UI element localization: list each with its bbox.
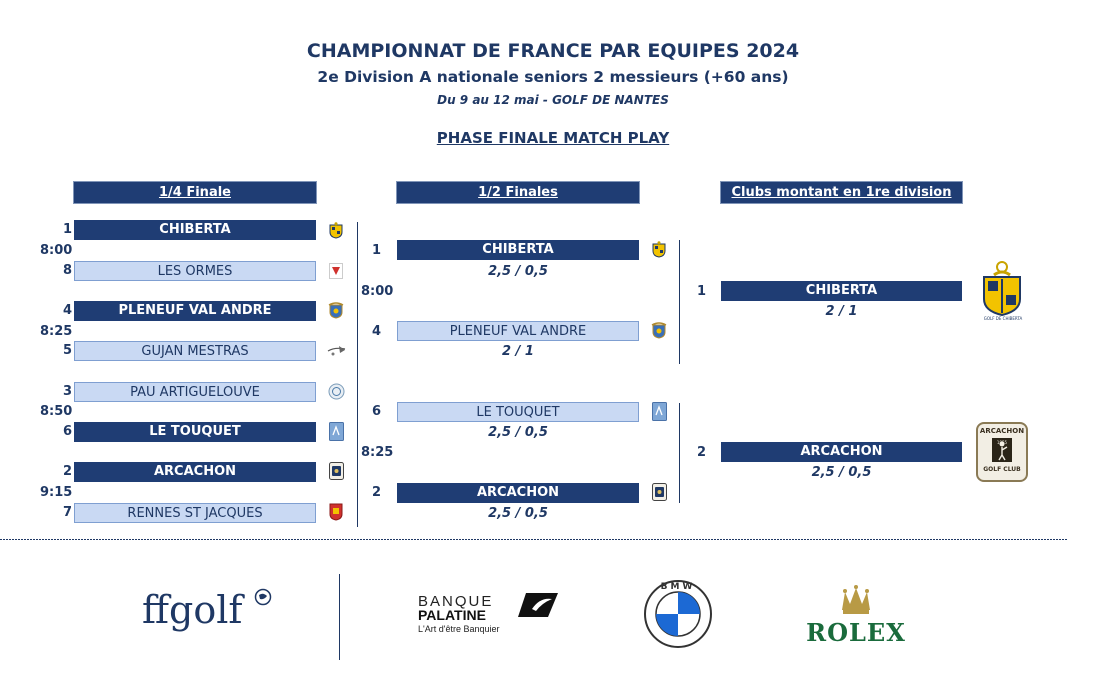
pau-artiguelouve-logo-icon bbox=[328, 383, 345, 404]
tee-time: 8:50 bbox=[40, 404, 73, 419]
team-cell: CHIBERTA bbox=[721, 281, 962, 301]
gujan-mestras-logo-icon bbox=[327, 343, 347, 363]
palatine-flag-icon bbox=[518, 591, 560, 623]
tee-time: 8:25 bbox=[361, 445, 394, 460]
banque-palatine-logo bbox=[418, 593, 499, 634]
seed-number: 6 bbox=[371, 404, 381, 419]
tee-time: 8:00 bbox=[361, 284, 394, 299]
team-cell: LE TOUQUET bbox=[74, 422, 316, 442]
match-score: 2,5 / 0,5 bbox=[811, 465, 872, 480]
column-header-promoted: Clubs montant en 1re division bbox=[721, 182, 962, 203]
page-title: CHAMPIONNAT DE FRANCE PAR EQUIPES 2024 bbox=[306, 40, 800, 62]
arcachon-logo-year: 1955 bbox=[996, 440, 1008, 445]
team-cell: CHIBERTA bbox=[74, 220, 316, 240]
seed-number: 5 bbox=[62, 343, 72, 358]
banque-tagline: L'Art d'être Banquier bbox=[418, 624, 500, 634]
ffgolf-emblem-icon bbox=[254, 588, 272, 610]
ffgolf-logo bbox=[142, 588, 242, 632]
tee-time: 8:25 bbox=[40, 324, 73, 339]
match-score: 2,5 / 0,5 bbox=[488, 425, 548, 440]
match-score: 2 / 1 bbox=[502, 344, 534, 359]
team-cell: LE TOUQUET bbox=[397, 402, 639, 422]
rennes-logo-icon bbox=[329, 503, 343, 525]
chiberta-crest-icon bbox=[652, 241, 666, 262]
pleneuf-logo-icon bbox=[651, 321, 667, 343]
bmw-logo bbox=[643, 579, 713, 653]
arcachon-logo-top: ARCACHON bbox=[979, 427, 1025, 435]
arcachon-logo-icon bbox=[329, 462, 344, 484]
team-cell: PLENEUF VAL ANDRE bbox=[397, 321, 639, 341]
bracket-line bbox=[679, 403, 680, 503]
le-touquet-logo-icon bbox=[329, 422, 344, 445]
footer-divider bbox=[0, 539, 1068, 540]
team-cell: ARCACHON bbox=[721, 442, 962, 462]
team-cell: RENNES ST JACQUES bbox=[74, 503, 316, 523]
pleneuf-logo-icon bbox=[328, 301, 344, 323]
team-cell: ARCACHON bbox=[74, 462, 316, 482]
arcachon-large-logo bbox=[976, 422, 1028, 482]
seed-number: 2 bbox=[62, 464, 72, 479]
arcachon-logo-bottom: GOLF CLUB bbox=[983, 466, 1021, 473]
seed-number: 3 bbox=[62, 384, 72, 399]
bracket-line bbox=[357, 222, 358, 527]
seed-number: 1 bbox=[371, 243, 381, 258]
phase-title: PHASE FINALE MATCH PLAY bbox=[436, 129, 670, 147]
bmw-text: BMW bbox=[660, 582, 696, 592]
match-score: 2,5 / 0,5 bbox=[488, 506, 548, 521]
column-header-quarter: 1/4 Finale bbox=[74, 182, 316, 203]
seed-number: 1 bbox=[62, 222, 72, 237]
arcachon-logo-icon bbox=[652, 483, 667, 505]
column-header-semi: 1/2 Finales bbox=[397, 182, 639, 203]
team-cell: PAU ARTIGUELOUVE bbox=[74, 382, 316, 402]
chiberta-crest-icon bbox=[329, 222, 343, 243]
page-subtitle: 2e Division A nationale seniors 2 messieurs (+60 ans) bbox=[317, 68, 789, 86]
team-cell: CHIBERTA bbox=[397, 240, 639, 260]
match-score: 2 / 1 bbox=[825, 304, 858, 319]
seed-number: 7 bbox=[62, 505, 72, 520]
tee-time: 8:00 bbox=[40, 243, 73, 258]
rolex-crown-icon bbox=[839, 584, 873, 620]
team-cell: PLENEUF VAL ANDRE bbox=[74, 301, 316, 321]
sponsor-separator bbox=[339, 574, 340, 660]
seed-number: 2 bbox=[696, 445, 706, 460]
banque-line2: PALATINE bbox=[418, 607, 486, 623]
seed-number: 2 bbox=[371, 485, 381, 500]
ffgolf-wordmark: ffgolf bbox=[142, 588, 243, 632]
bracket-line bbox=[679, 240, 680, 364]
team-cell: LES ORMES bbox=[74, 261, 316, 281]
le-touquet-logo-icon bbox=[652, 402, 667, 425]
event-dates: Du 9 au 12 mai - GOLF DE NANTES bbox=[437, 93, 669, 107]
seed-number: 6 bbox=[62, 424, 72, 439]
match-score: 2,5 / 0,5 bbox=[488, 264, 548, 279]
tee-time: 9:15 bbox=[40, 485, 73, 500]
chiberta-logo-text: GOLF DE CHIBERTA bbox=[983, 316, 1023, 321]
rolex-wordmark: ROLEX bbox=[806, 618, 906, 647]
banque-line1: BANQUE bbox=[418, 593, 494, 610]
seed-number: 1 bbox=[696, 284, 706, 299]
les-ormes-logo-icon bbox=[329, 263, 343, 283]
seed-number: 4 bbox=[62, 303, 72, 318]
seed-number: 4 bbox=[371, 324, 381, 339]
team-cell: ARCACHON bbox=[397, 483, 639, 503]
seed-number: 8 bbox=[62, 263, 72, 278]
team-cell: GUJAN MESTRAS bbox=[74, 341, 316, 361]
